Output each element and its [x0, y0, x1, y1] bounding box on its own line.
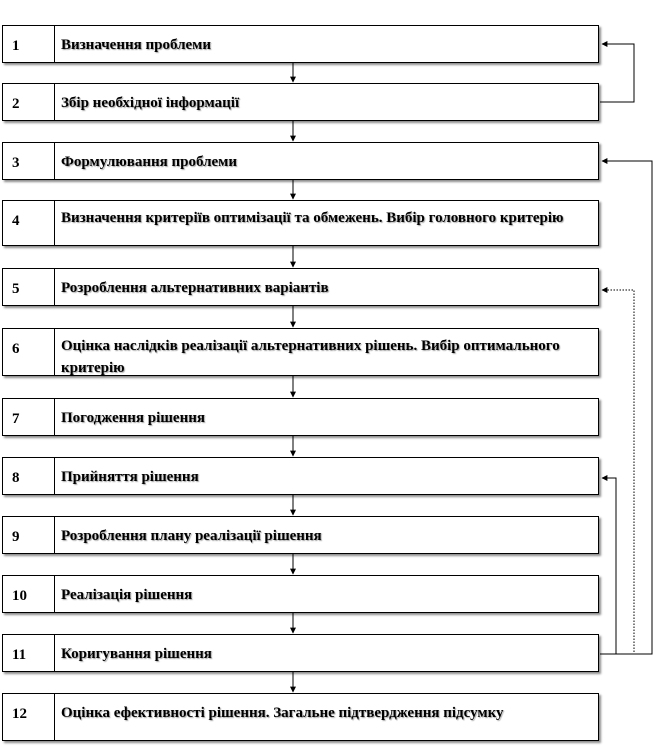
feedback-loop-2-to-1: [600, 44, 634, 102]
step-label: Коригування рішення: [61, 646, 212, 662]
step-label: Оцінка наслідків реалізації альтернативних рішень. Вибір оптимального критерію: [61, 338, 560, 376]
step-number: 2: [3, 84, 55, 120]
step-number: 3: [3, 143, 55, 179]
step-number: 4: [3, 201, 55, 245]
feedback-loop-11-to-8: [600, 478, 616, 654]
step-label: Реалізація рішення: [61, 587, 193, 603]
step-label: Прийняття рішення: [61, 469, 199, 485]
step-number: 7: [3, 399, 55, 435]
step-number: 11: [3, 635, 55, 671]
step-label: Збір необхідної інформації: [61, 95, 240, 111]
step-number: 12: [3, 694, 55, 740]
step-number: 9: [3, 517, 55, 553]
step-number: 5: [3, 269, 55, 305]
step-label: Визначення проблеми: [61, 37, 212, 53]
step-number: 10: [3, 576, 55, 612]
step-label: Розроблення альтернативних варіантів: [61, 280, 329, 296]
step-label: Формулювання проблеми: [61, 154, 238, 170]
step-number: 6: [3, 329, 55, 375]
step-number: 1: [3, 26, 55, 62]
feedback-loop-11-to-3: [600, 161, 652, 654]
step-label: Оцінка ефективності рішення. Загальне підтвердження підсумку: [61, 705, 504, 721]
feedback-loops: [600, 44, 652, 654]
step-number: 8: [3, 458, 55, 494]
feedback-loop-11-to-5: [600, 290, 634, 654]
step-label: Визначення критеріїв оптимізації та обмежень. Вибір головного критерію: [61, 210, 564, 226]
step-label: Погодження рішення: [61, 410, 205, 426]
step-label: Розроблення плану реалізації рішення: [61, 528, 322, 544]
